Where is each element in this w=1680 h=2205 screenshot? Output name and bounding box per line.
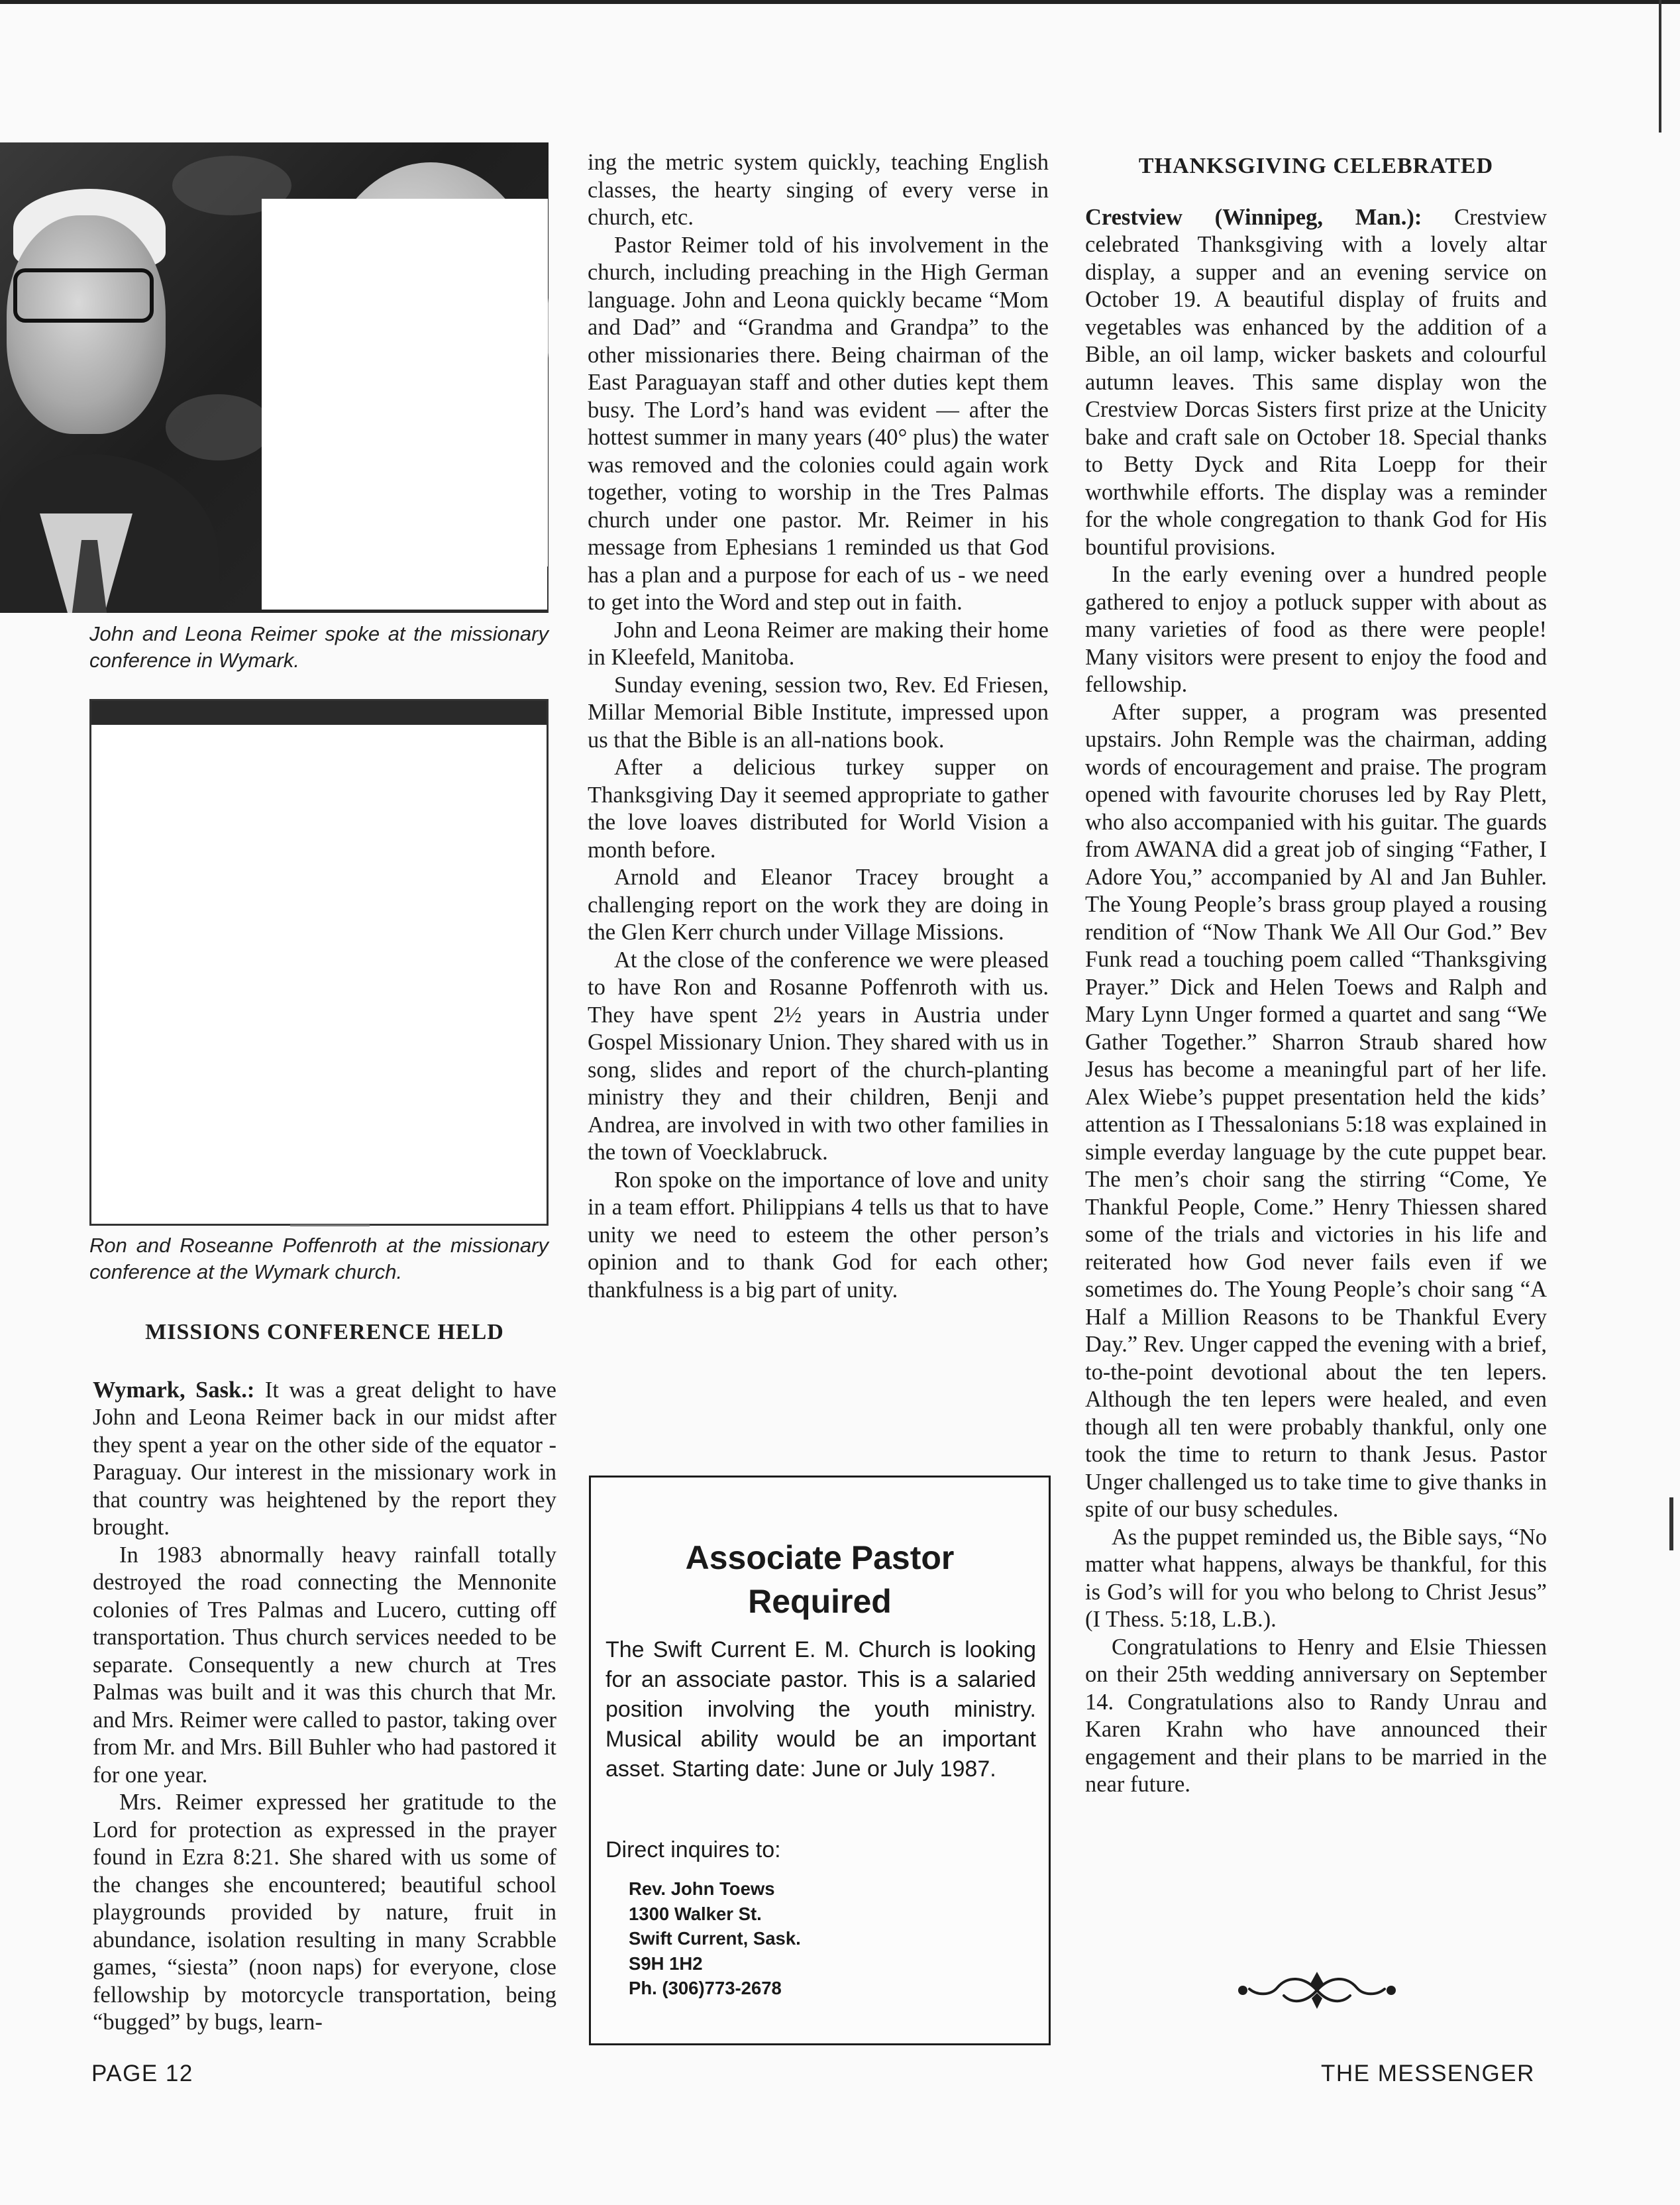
ad-title <box>591 1536 1049 1623</box>
publication-name: THE MESSENGER <box>1321 2061 1535 2086</box>
missions-dateline: Wymark, Sask.: <box>93 1377 255 1403</box>
right-border-rule <box>1659 0 1661 133</box>
ad-city: Swift Current, Sask. <box>629 1928 801 1949</box>
ad-title-line: Required <box>748 1583 892 1620</box>
ad-title-line: Associate Pastor <box>685 1539 955 1576</box>
photo-edge-line <box>547 566 549 613</box>
ad-address <box>629 1876 801 2001</box>
page-number: PAGE 12 <box>91 2061 193 2086</box>
ad-postal-code: S9H 1H2 <box>629 1953 703 1974</box>
thanksgiving-paragraph <box>1085 204 1547 562</box>
thanksgiving-heading: THANKSGIVING CELEBRATED <box>1138 154 1494 178</box>
ad-contact-name: Rev. John Toews <box>629 1878 775 1899</box>
redacted-area <box>262 199 548 610</box>
missions-paragraph: After a delicious turkey supper on Thanksgiving Day it seemed appropriate to gather the love loaves distributed for World Vision a month before. <box>588 755 1049 863</box>
missions-paragraph: At the close of the conference we were pleased to have Ron and Rosanne Poffenroth with us. They have spent 2½ years in Austria under Gospel Missionary Union. They shared with us in song, slides and report of the church-planting ministry they and their children, Benji and Andrea, are involved in with two other families in the town of Voecklabruck. <box>588 947 1049 1165</box>
missions-article-column-1 <box>93 1318 556 2037</box>
thanksgiving-dateline: Crestview (Winnipeg, Man.): <box>1085 204 1422 230</box>
page-edge-mark <box>1669 1497 1673 1550</box>
scroll-flourish-icon <box>1231 1969 1403 2012</box>
missions-paragraph-text: It was a great delight to have John and Leona Reimer back in our midst after they spent a year on the other side of the equator - Paraguay. Our interest in the missionary work in that country was heightened by the report they brought. <box>93 1377 556 1540</box>
missions-paragraph: Pastor Reimer told of his involvement in the church, including preaching in the High German language. John and Leona quickly became “Mom and Dad” and “Grandma and Grandpa” to the other missionaries there. Being chairman of the East Paraguayan staff and other duties kept them busy. The Lord’s hand was evident — after the hottest summer in many years (40° plus) the water was removed and the colonies could again work together, voting to worship in the Tres Palmas church under one pastor. Mr. Reimer in his message from Ephesians 1 reminded us that God has a plan and a purpose for each of us - we need to get into the Word and step out in faith. <box>588 232 1049 615</box>
top-border-rule <box>0 0 1680 4</box>
missions-paragraph: Sunday evening, session two, Rev. Ed Friesen, Millar Memorial Bible Institute, impressed upon us that the Bible is an all-nations book. <box>588 672 1049 753</box>
thanksgiving-paragraph: As the puppet reminded us, the Bible says, “No matter what happens, always be thankful, for this is God’s will for you who belong to Christ Jesus” (I Thess. 5:18, L.B.). <box>1085 1524 1547 1632</box>
missions-heading: MISSIONS CONFERENCE HELD <box>145 1320 504 1344</box>
ad-phone: Ph. (306)773-2678 <box>629 1978 782 1998</box>
photo1-caption: John and Leona Reimer spoke at the missionary conference in Wymark. <box>89 622 549 672</box>
thanksgiving-article-column <box>1085 152 1547 1799</box>
photo-edge-line <box>290 1224 370 1226</box>
photo-glasses <box>13 268 154 323</box>
thanksgiving-paragraph: After supper, a program was presented upstairs. John Remple was the chairman, adding words of encouragement and praise. The program opened with favourite choruses led by Ray Plett, who also accompanied with his guitar. The guards from AWANA did a great job of singing “Father, I Adore You,” accompanied by Al and Jan Buhler. The Young People’s brass group played a rousing rendition of “Now Thank We All Our God.” Bev Funk read a touching poem called “Thanksgiving Prayer.” Dick and Helen Toews and Ralph and Mary Lynn Unger formed a quartet and sang “We Gather Together.” Sharron Straub shared how Jesus has become a meaningful part of her life. Alex Wiebe’s puppet presentation held the kids’ attention as I Thessalonians 5:18 was explained in simple everday language by the cute puppet bear. The men’s choir sang the stirring “Come, Ye Thankful People, Come.” Henry Thiessen shared some of the trials and victories in his life and reiterated how God never fails even if we sometimes do. The Young People’s choir sang “A Half a Million Reasons to be Thankful Every Day.” Rev. Unger capped the evening with a brief, to-the-point devotional about the ten lepers. Although the ten lepers were healed, and even though all ten were probably thankful, only one took the time to return to thank Jesus. Pastor Unger challenged us to take time to give thanks in spite of our busy schedules. <box>1085 699 1547 1522</box>
thanksgiving-paragraph: Congratulations to Henry and Elsie Thiessen on their 25th wedding anniversary on September 14. Congratulations also to Randy Unrau and Karen Krahn who have announced their engagement and their plans to be married in the near future. <box>1085 1634 1547 1797</box>
ad-street: 1300 Walker St. <box>629 1903 762 1924</box>
ad-body: The Swift Current E. M. Church is looking for an associate pastor. This is a salaried position involving the youth ministry. Musical ability would be an important asset. Starting date: June or July 1987. <box>605 1637 1036 1782</box>
missions-article-column-2 <box>588 149 1049 1304</box>
missions-paragraph: ing the metric system quickly, teaching English classes, the hearty singing of every verse in church, etc. <box>588 150 1049 230</box>
thanksgiving-paragraph-text: Crestview celebrated Thanksgiving with a lovely altar display, a supper and an evening service on October 19. A beautiful display of fruits and vegetables was enhanced by the addition of a Bible, an oil lamp, wicker baskets and colourful autumn leaves. This same display won the Crestview Dorcas Sisters first prize at the Unicity bake and craft sale on October 18. Special thanks to Betty Dyck and Rita Loepp for their worthwhile efforts. The display was a reminder for the whole congregation to thank God for His bountiful provisions. <box>1085 204 1547 560</box>
missions-paragraph: Arnold and Eleanor Tracey brought a challenging report on the work they are doing in the Glen Kerr church under Village Missions. <box>588 865 1049 945</box>
associate-pastor-ad <box>589 1476 1051 2045</box>
photo2-caption: Ron and Roseanne Poffenroth at the missionary conference at the Wymark church. <box>89 1234 549 1283</box>
photo-foliage <box>166 394 272 460</box>
ad-inquire-label: Direct inquires to: <box>605 1837 781 1862</box>
photo-top-band <box>91 701 547 725</box>
photo-man-face <box>7 215 166 434</box>
missions-paragraph: Ron spoke on the importance of love and unity in a team effort. Philippians 4 tells us that to have unity we need to esteem the other person’s opinion and to thank God for each other; thankfulness is a big part of unity. <box>588 1167 1049 1303</box>
missions-paragraph <box>93 1377 556 1542</box>
missions-paragraph: John and Leona Reimer are making their home in Kleefeld, Manitoba. <box>588 617 1049 670</box>
poffenroth-photo <box>89 699 549 1226</box>
missions-paragraph: Mrs. Reimer expressed her gratitude to the Lord for protection as expressed in the prayer found in Ezra 8:21. She shared with us some of the changes she encountered; beautiful school playgrounds provided by nature, fruit in abundance, isolation resulting in many Scrabble games, “siesta” (noon naps) for everyone, close fellowship by motorcycle transportation, being “bugged” by bugs, learn- <box>93 1790 556 2035</box>
missions-paragraph: In 1983 abnormally heavy rainfall totally destroyed the road connecting the Mennonite colonies of Tres Palmas and Lucero, cutting off transportation. Thus church services needed to be separate. Consequently a new church at Tres Palmas was built and it was this church that Mr. and Mrs. Reimer were called to pastor, taking over from Mr. and Mrs. Bill Buhler who had pastored it for one year. <box>93 1542 556 1788</box>
reimer-photo <box>0 142 549 613</box>
thanksgiving-paragraph: In the early evening over a hundred people gathered to enjoy a potluck supper with about as many varieties of food as there were people! Many visitors were present to enjoy the food and fellowship. <box>1085 562 1547 697</box>
